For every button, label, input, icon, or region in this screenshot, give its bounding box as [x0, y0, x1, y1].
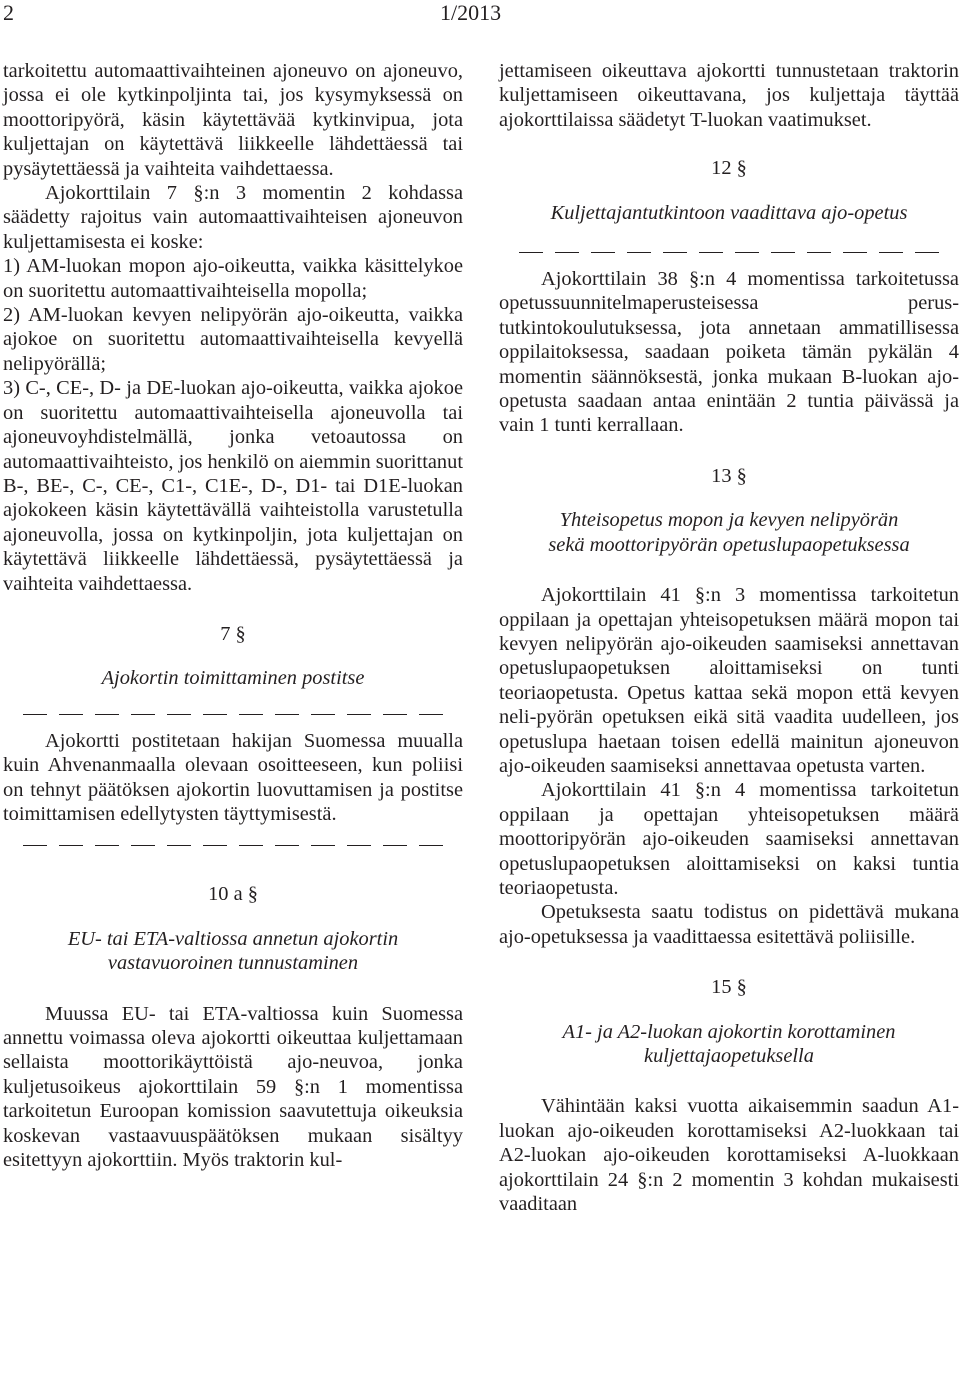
- left-column: [3, 59, 463, 1172]
- list-item: 3) C-, CE-, D- ja DE-luokan ajo-oikeutta, vaikka ajokoe on suoritettu automaattivaihteisella ajoneuvolla tai ajoneuvoyhdistelmällä, jonka vetoautossa on automaattivaihteisto, jos henkilö on aiemmin suorittanut B-, BE-, C-, CE-, C1-, C1E-, D-, D1- tai D1E-luokan ajokokeen käsin käytettävällä vaihteistolla varustetulla ajoneuvolla, jossa on kytkinpoljin, jota kuljettajan on käytettävä liikkeelle lähdettäessä, pysäytettäessä ja vaihteita vaihdettaessa.: [3, 377, 463, 595]
- paragraph: Ajokorttilain 41 §:n 3 momentissa tarkoitetun oppilaan ja opettajan yhteisopetuksen määrä mopon tai kevyen nelipyörän ajo-oikeuden saamiseksi annettavan opetuslupaopetuksen aloittamiseksi on tunti teoriaopetusta. Opetus kattaa sekä mopon että kevyen neli-pyörän opetuksen eikä sitä vaadita uudelleen, jos opetuslupa haetaan toisen edellä mainitun ajoneuvon ajo-oikeuden saamiseksi annettavaa opetusta varten.: [499, 584, 959, 777]
- paragraph: Ajokortti postitetaan hakijan Suomessa muualla kuin Ahvenanmaalla olevaan osoitteeseen, kun poliisi on tehnyt päätöksen ajokortin luovuttamisen ja postitse toimittamisen edellytysten täyttymisestä.: [3, 729, 463, 825]
- page-number: 2: [3, 0, 14, 25]
- list-item: 1) AM-luokan mopon ajo-oikeutta, vaikka käsittelykoe on suoritettu automaattivaihteisella mopolla;: [3, 255, 463, 302]
- section-number: 10 a §: [208, 883, 258, 906]
- section-title-line-1: A1- ja A2-luokan ajokortin korottaminen: [562, 1020, 896, 1043]
- page-header: [0, 0, 960, 30]
- section-title: Kuljettajantutkintoon vaadittava ajo-opetus: [550, 201, 908, 224]
- section-number: 7 §: [220, 622, 246, 645]
- issue-number: 1/2013: [440, 0, 502, 25]
- paragraph: Opetuksesta saatu todistus on pidettävä mukana ajo-opetuksessa ja vaadittaessa esitettävä poliisille.: [499, 901, 959, 948]
- section-title-line-2: sekä moottoripyörän opetuslupaopetuksessa: [548, 533, 910, 556]
- paragraph: Muussa EU- tai ETA-valtiossa kuin Suomessa annettu voimassa oleva ajokortti oikeuttaa kuljettamaan sellaista moottorikäyttöistä ajo-neuvoa, jonka kuljetusoikeus ajokorttilain 59 §:n 1 momentissa tarkoitetun Euroopan komission saavutettuja oikeuksia koskevan vastaavuuspäätöksen mukaan sisältyy esitettyyn ajokorttiin. Myös traktorin kul-: [3, 1002, 463, 1172]
- paragraph: Vähintään kaksi vuotta aikaisemmin saadun A1-luokan ajo-oikeuden korottamiseksi A2-luokkaan tai A2-luokan ajo-oikeuden korottamiseksi A-luokkaan ajokorttilain 24 §:n 2 momentin 3 kohdan mukaisesti vaaditaan: [499, 1095, 959, 1216]
- paragraph: jettamiseen oikeuttava ajokortti tunnustetaan traktorin kuljettamiseen oikeuttavana, jos kuljettaja täyttää ajokorttilaissa säädetyt T-luokan vaatimukset.: [499, 60, 959, 131]
- section-title-line-1: EU- tai ETA-valtiossa annetun ajokortin: [67, 927, 399, 950]
- section-number: 12 §: [711, 157, 747, 180]
- omission-dashes: [3, 832, 463, 860]
- section-number: 13 §: [711, 464, 747, 487]
- section-title: Ajokortin toimittaminen postitse: [101, 667, 365, 690]
- paragraph: Ajokorttilain 38 §:n 4 momentissa tarkoitetussa opetussuunnitelmaperusteisessa perus-tutkintokoulutuksessa, jota annetaan ammatillisessa oppilaitoksessa, saadaan poiketa tämän pykälän 4 momentin säännöksestä, jonka mukaan B-luokan ajo-opetusta saadaan antaa enintään 2 tuntia päivässä ja vain 1 tunti kerrallaan.: [499, 268, 959, 437]
- paragraph: Ajokorttilain 7 §:n 3 momentin 2 kohdassa säädetty rajoitus vain automaattivaihteisen ajoneuvon kuljettamisesta ei koske:: [3, 182, 463, 253]
- list-item: 2) AM-luokan kevyen nelipyörän ajo-oikeutta, vaikka ajokoe on suoritettu automaattivaihteisella kevyellä nelipyörällä;: [3, 304, 463, 375]
- section-title-line-1: Yhteisopetus mopon ja kevyen nelipyörän: [559, 509, 899, 532]
- paragraph: Ajokorttilain 41 §:n 4 momentissa tarkoitetun oppilaan ja opettajan yhteisopetuksen määrä moottoripyörän ajo-oikeuden saamiseksi annettavan opetuslupaopetuksen aloittamiseksi on kaksi tuntia teoriaopetusta.: [499, 779, 959, 899]
- omission-dashes: [3, 701, 463, 729]
- paragraph: tarkoitettu automaattivaihteinen ajoneuvo on ajoneuvo, jossa ei ole kytkinpoljinta tai, jos kysymyksessä on moottoripyörä, käsin käytettävää kytkinvipua, jota kuljettajan on käytettävä liikkeelle lähdettäessä tai pysäytettäessä ja vaihteita vaihdettaessa.: [3, 60, 463, 180]
- omission-dashes: [499, 239, 959, 267]
- right-column: [499, 59, 959, 1216]
- section-number: 15 §: [711, 976, 747, 999]
- section-title-line-2: kuljettajaopetuksella: [644, 1045, 814, 1067]
- section-title-line-2: vastavuoroinen tunnustaminen: [107, 952, 359, 975]
